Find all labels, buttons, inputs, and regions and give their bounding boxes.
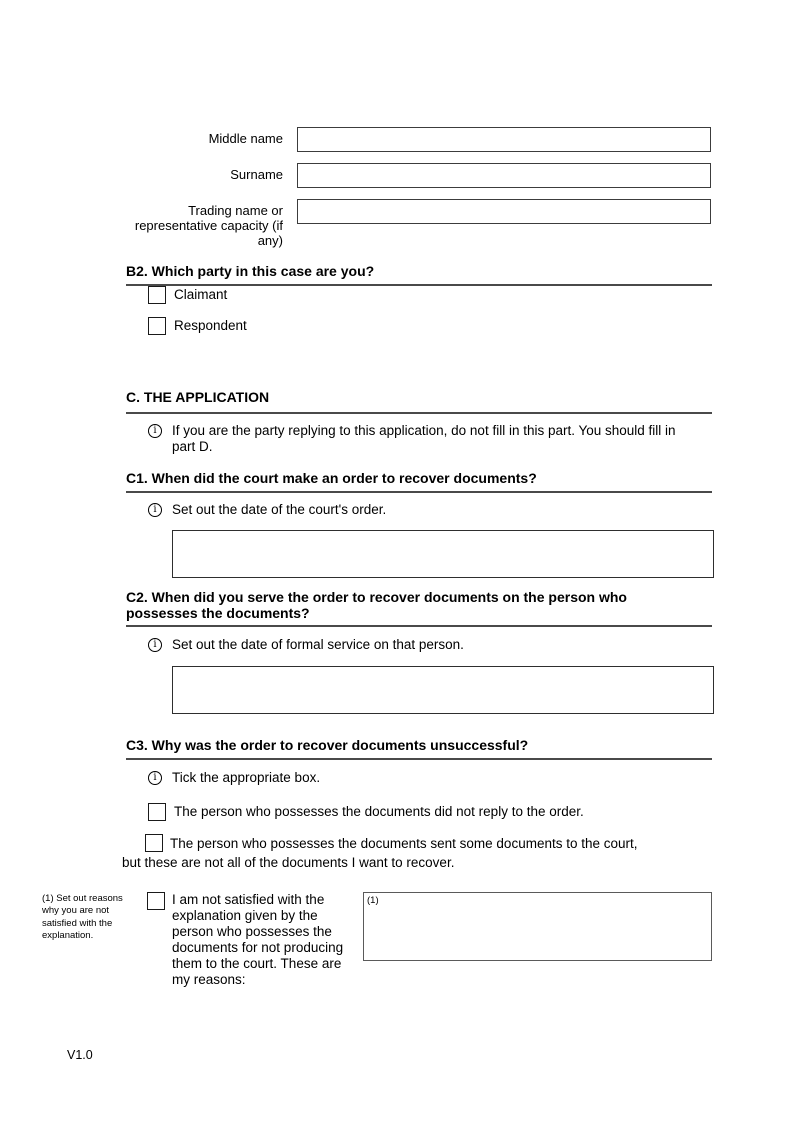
section-c3-note: Tick the appropriate box. — [172, 770, 321, 785]
middle-name-row — [123, 127, 711, 152]
section-b2 — [126, 263, 712, 335]
trading-name-input[interactable] — [297, 199, 711, 224]
section-c — [126, 389, 712, 454]
section-c2-note: Set out the date of formal service on that person. — [172, 637, 464, 652]
section-c3 — [122, 737, 712, 872]
reasons-input[interactable] — [363, 892, 712, 961]
section-c-note: If you are the party replying to this application, do not fill in this part. You should fill in part D. — [172, 423, 676, 454]
section-b2-heading: B2. Which party in this case are you? — [126, 263, 375, 279]
surname-row — [123, 163, 711, 188]
info-icon: i — [148, 771, 162, 785]
surname-input[interactable] — [297, 163, 711, 188]
info-icon: i — [148, 638, 162, 652]
respondent-option-row — [126, 317, 712, 335]
footnote-marker: (1) — [367, 895, 379, 906]
no-reply-label: The person who possesses the documents did not reply to the order. — [174, 803, 584, 819]
some-documents-checkbox[interactable] — [145, 834, 163, 852]
section-c2-note-row — [126, 637, 712, 653]
info-icon: i — [148, 503, 162, 517]
claimant-label: Claimant — [174, 287, 228, 302]
name-fields-block — [123, 127, 711, 248]
info-icon: i — [148, 424, 162, 438]
section-c2-heading: C2. When did you serve the order to recover documents on the person who possesses the documents? — [126, 589, 627, 621]
section-divider — [126, 758, 712, 760]
section-c2 — [126, 589, 712, 714]
section-c1-note-row — [126, 502, 712, 518]
section-c-note-row — [126, 423, 712, 454]
service-date-input[interactable] — [172, 666, 714, 714]
section-c1-heading: C1. When did the court make an order to recover documents? — [126, 470, 537, 486]
version-label: V1.0 — [67, 1048, 93, 1062]
middle-name-label: Middle name — [208, 131, 283, 146]
sidenote-1: (1) Set out reasons why you are not satisfied with the explanation. — [42, 893, 123, 941]
section-c-heading: C. THE APPLICATION — [126, 389, 270, 405]
respondent-checkbox[interactable] — [148, 317, 166, 335]
not-satisfied-checkbox[interactable] — [147, 892, 165, 910]
court-order-date-input[interactable] — [172, 530, 714, 578]
respondent-label: Respondent — [174, 318, 247, 333]
trading-name-label: Trading name or representative capacity (if any) — [134, 203, 283, 248]
some-documents-option-row — [122, 834, 655, 872]
trading-name-row — [123, 199, 711, 248]
no-reply-checkbox[interactable] — [148, 803, 166, 821]
surname-label: Surname — [230, 167, 283, 182]
section-c3-note-row — [126, 770, 712, 786]
section-c1-note: Set out the date of the court's order. — [172, 502, 387, 517]
claimant-checkbox[interactable] — [148, 286, 166, 304]
not-satisfied-label: I am not satisfied with the explanation given by the person who possesses the documents for not producing them to the court. These are my reasons: — [172, 892, 344, 987]
section-divider — [126, 491, 712, 493]
middle-name-input[interactable] — [297, 127, 711, 152]
claimant-option-row — [126, 286, 712, 304]
section-divider — [126, 412, 712, 414]
section-divider — [126, 625, 712, 627]
section-c1 — [126, 470, 712, 578]
no-reply-option-row — [126, 803, 712, 821]
not-satisfied-row — [0, 891, 800, 1011]
section-c3-heading: C3. Why was the order to recover documents unsuccessful? — [126, 737, 529, 753]
some-documents-label: The person who possesses the documents sent some documents to the court, but these are not all of the documents I want to recover. — [122, 835, 638, 870]
